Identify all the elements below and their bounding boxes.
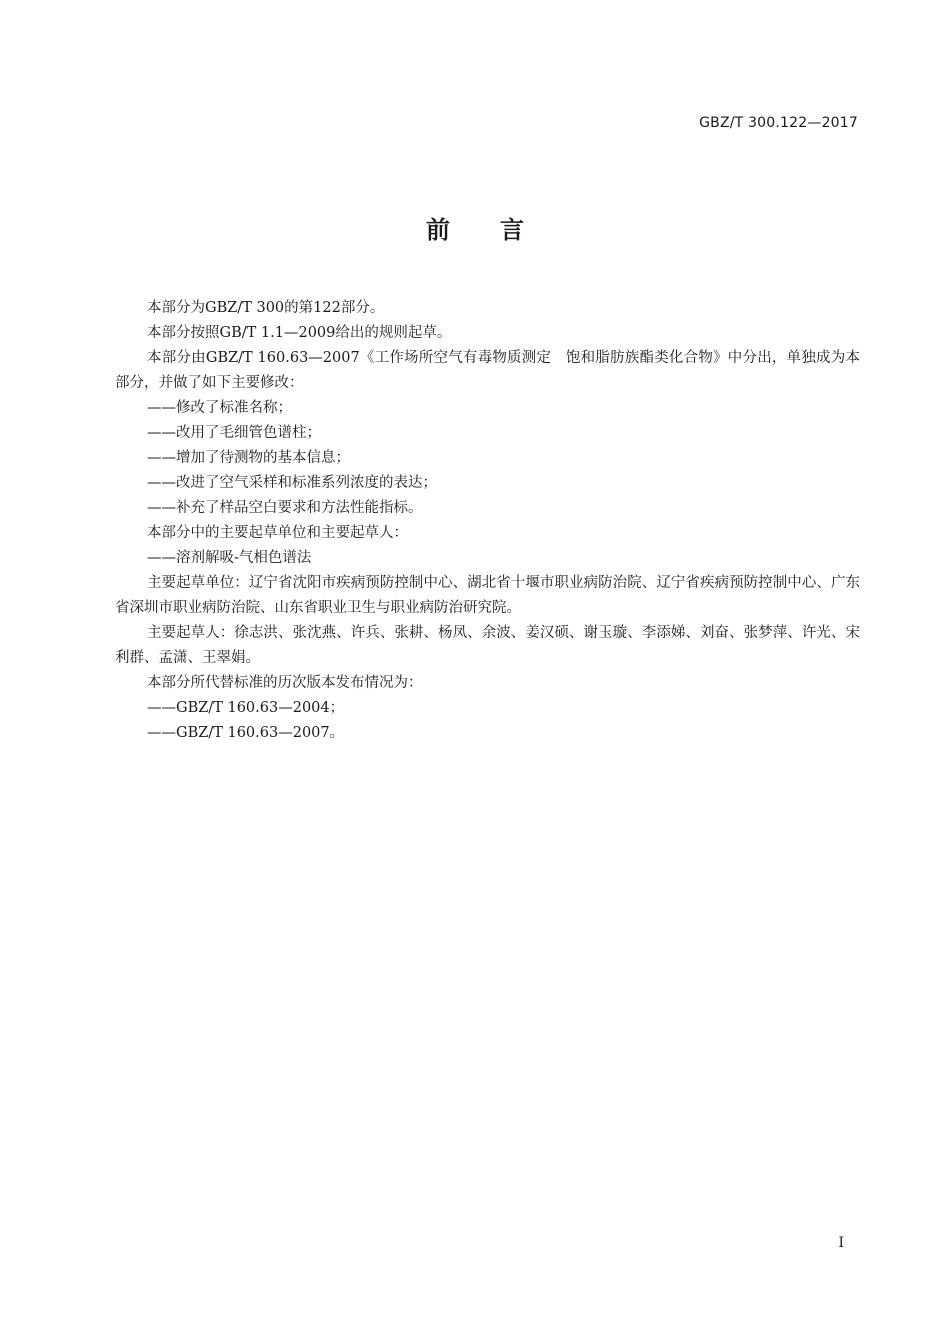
paragraph: 本部分为GBZ/T 300的第122部分。	[147, 300, 385, 316]
paragraph: 本部分中的主要起草单位和主要起草人：	[147, 525, 408, 541]
paragraph: 本部分所代替标准的历次版本发布情况为：	[147, 675, 423, 691]
list-item: ——补充了样品空白要求和方法性能指标。	[147, 500, 423, 516]
foreword-body	[115, 296, 860, 746]
page-title: 前言	[426, 216, 574, 244]
page-number: I	[838, 1235, 844, 1251]
list-item: ——GBZ/T 160.63—2004；	[147, 700, 345, 716]
list-item: ——改进了空气采样和标准系列浓度的表达；	[147, 475, 437, 491]
paragraph: 主要起草人：徐志洪、张沈燕、许兵、张耕、杨凤、余波、姜汉硕、谢玉璇、李添娣、刘奋、张梦萍、许光、宋利群、孟潇、王翠娟。	[115, 625, 860, 666]
paragraph: 主要起草单位：辽宁省沈阳市疾病预防控制中心、湖北省十堰市职业病防治院、辽宁省疾病预防控制中心、广东省深圳市职业病防治院、山东省职业卫生与职业病防治研究院。	[115, 575, 860, 616]
list-item: ——改用了毛细管色谱柱；	[147, 425, 321, 441]
paragraph: 本部分由GBZ/T 160.63—2007《工作场所空气有毒物质测定 饱和脂肪族酯类化合物》中分出，单独成为本部分，并做了如下主要修改：	[115, 350, 860, 391]
standard-number: GBZ/T 300.122—2017	[699, 115, 858, 131]
list-item: ——增加了待测物的基本信息；	[147, 450, 350, 466]
list-item: ——溶剂解吸-气相色谱法	[147, 550, 312, 566]
list-item: ——修改了标准名称；	[147, 400, 292, 416]
list-item: ——GBZ/T 160.63—2007。	[147, 725, 345, 741]
paragraph: 本部分按照GB/T 1.1—2009给出的规则起草。	[147, 325, 452, 341]
